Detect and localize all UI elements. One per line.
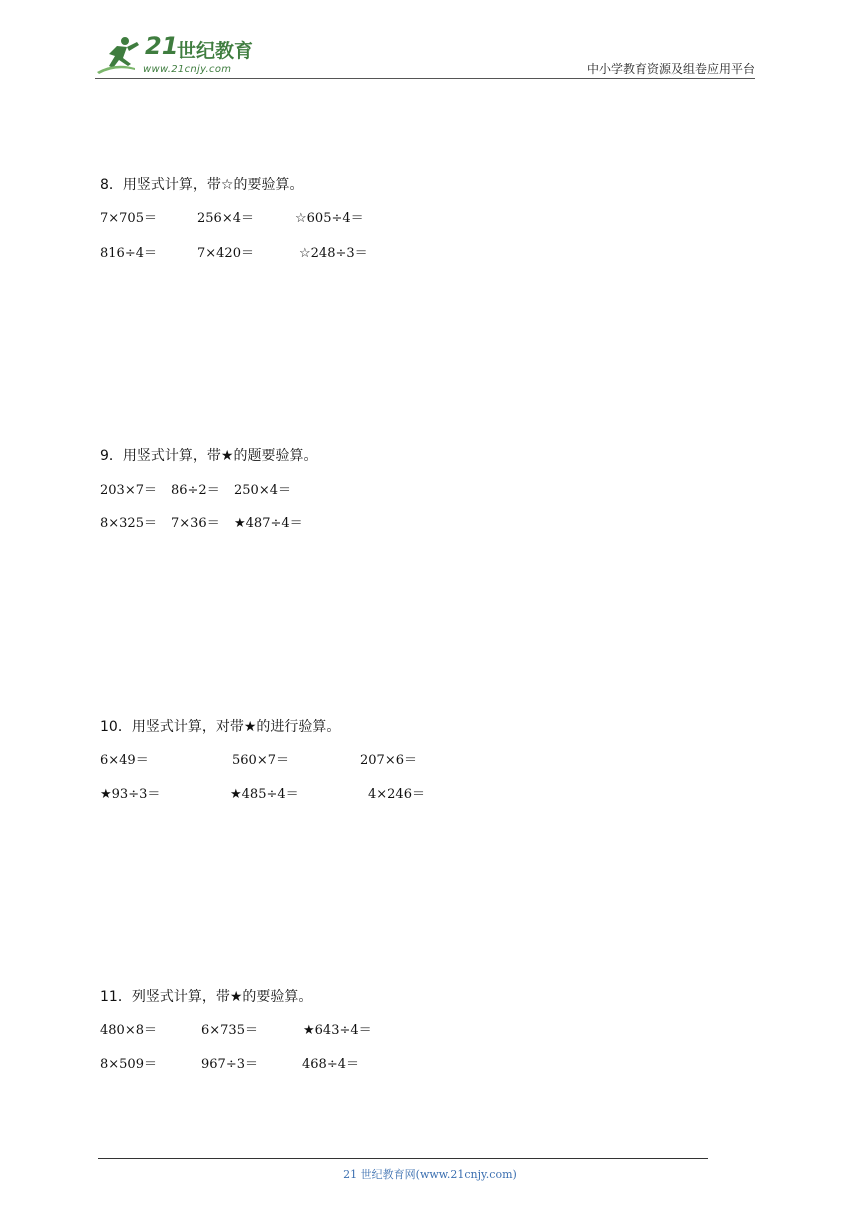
page-header: [95, 30, 755, 80]
question-9-item: 86÷2＝: [171, 483, 220, 498]
question-11-item: 480×8＝: [100, 1023, 157, 1038]
question-9-item: 203×7＝: [100, 483, 157, 498]
header-platform-text: 中小学教育资源及组卷应用平台: [586, 62, 755, 76]
logo-number: 21: [145, 32, 179, 60]
footer-divider: [98, 1158, 708, 1159]
question-8-item: ☆248÷3＝: [299, 246, 368, 261]
runner-logo-icon: [95, 34, 145, 78]
question-9-item: 250×4＝: [234, 483, 291, 498]
question-10-item: ★485÷4＝: [230, 787, 299, 802]
question-11-item: ★643÷4＝: [303, 1023, 372, 1038]
question-9-item: 7×36＝: [171, 516, 220, 531]
question-8-item: 256×4＝: [197, 211, 254, 226]
question-10-item: ★93÷3＝: [100, 787, 161, 802]
question-9-item: 8×325＝: [100, 516, 157, 531]
question-10-item: 560×7＝: [232, 753, 289, 768]
logo-url: www.21cnjy.com: [143, 64, 232, 75]
question-10-item: 4×246＝: [368, 787, 425, 802]
question-8-item: ☆605÷4＝: [295, 211, 364, 226]
question-11-title: 11．列竖式计算，带★的要验算。: [100, 989, 313, 1005]
site-logo: [95, 34, 265, 78]
question-8-item: 7×705＝: [100, 211, 157, 226]
logo-text: 世纪教育: [177, 40, 254, 62]
question-10-item: 6×49＝: [100, 753, 149, 768]
header-divider: [95, 78, 755, 79]
footer-link[interactable]: 21 世纪教育网(www.21cnjy.com): [343, 1168, 517, 1181]
question-11-item: 6×735＝: [201, 1023, 258, 1038]
question-8-title: 8．用竖式计算，带☆的要验算。: [100, 177, 304, 193]
question-9-title: 9．用竖式计算，带★的题要验算。: [100, 448, 318, 464]
question-9-item: ★487÷4＝: [234, 516, 303, 531]
question-11-item: 8×509＝: [100, 1057, 157, 1072]
question-10-item: 207×6＝: [360, 753, 417, 768]
question-11-item: 468÷4＝: [302, 1057, 359, 1072]
question-11-item: 967÷3＝: [201, 1057, 258, 1072]
question-8-item: 7×420＝: [197, 246, 254, 261]
question-10-title: 10．用竖式计算，对带★的进行验算。: [100, 719, 341, 735]
question-8-item: 816÷4＝: [100, 246, 157, 261]
